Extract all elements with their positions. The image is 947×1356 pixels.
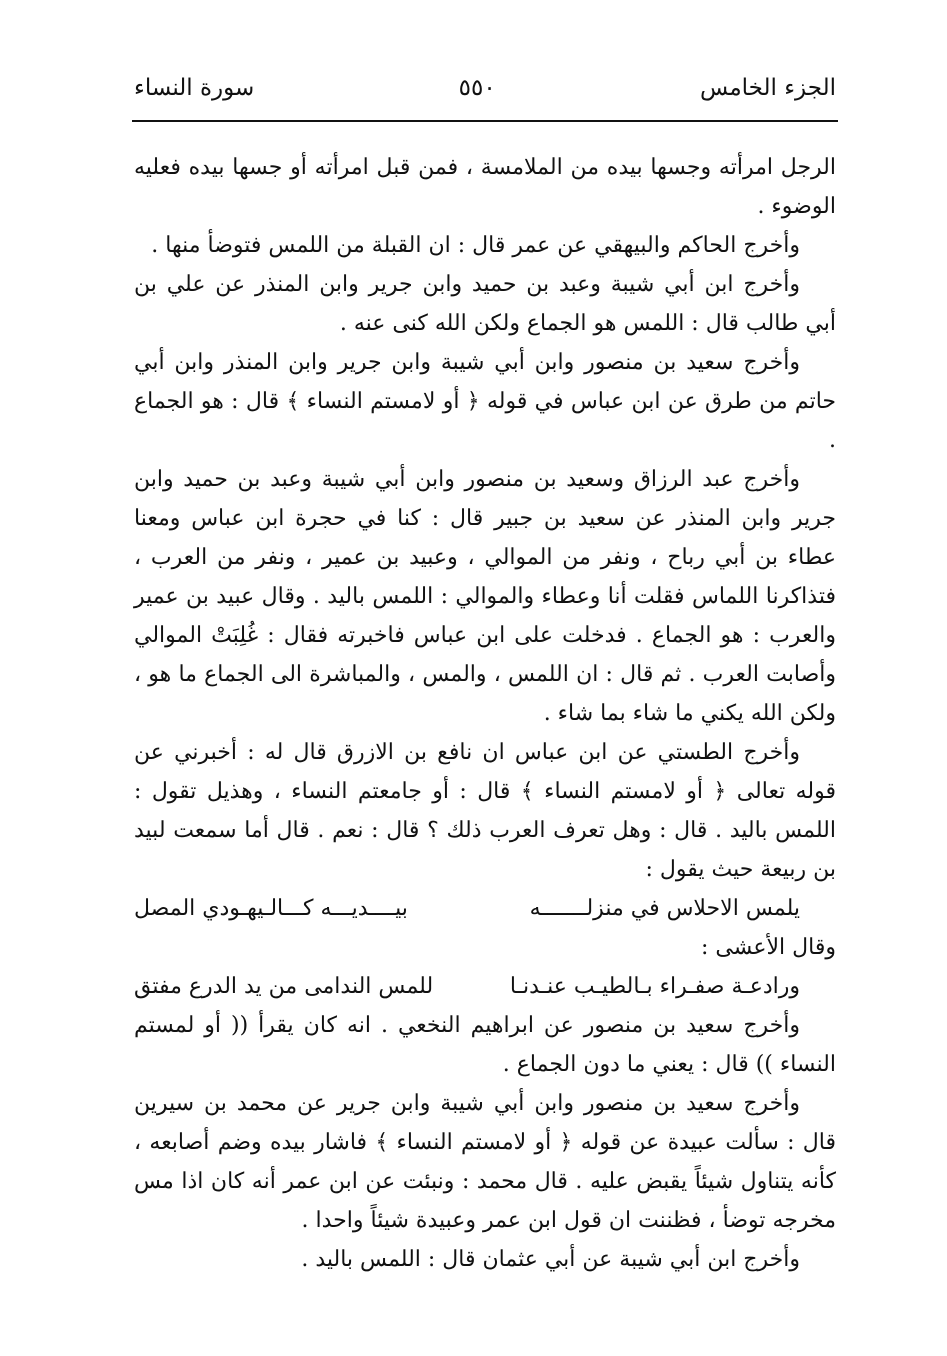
paragraph: وأخرج سعيد بن منصور وابن أبي شيبة وابن جرير وابن المنذر وابن أبي حاتم من طرق عن ابن عباس في قوله ﴿ أو لامستم النساء ﴾ قال : هو الجماع . [134,350,836,453]
poem-verse-labid [134,889,800,928]
paragraph: وأخرج الحاكم والبيهقي عن عمر قال : ان القبلة من اللمس فتوضأ منها . [151,233,800,258]
poet-intro: وقال الأعشى : [701,935,836,960]
surah-title: سورة النساء [134,75,255,101]
paragraph: وأخرج ابن أبي شيبة عن أبي عثمان قال : اللمس باليد . [301,1247,800,1272]
header-rule [132,120,838,122]
paragraph: وأخرج سعيد بن منصور عن ابراهيم النخعي . انه كان يقرأ (( أو لمستم النساء )) قال : يعني ما دون الجماع . [134,1013,836,1077]
verse-first-hemistich: ورادعـة صفـراء بـالطيـب عنـدنـا [509,974,800,999]
paragraph: وأخرج ابن أبي شيبة وعبد بن حميد وابن جرير وابن المنذر عن علي بن أبي طالب قال : اللمس هو الجماع ولكن الله كنى عنه . [134,272,836,336]
verse-first-hemistich: يلمس الاحلاس في منزلـــــــه [529,896,800,921]
verse-second-hemistich: بيــــديـــه كـــالـيهـودي المصل [134,896,408,921]
paragraph: الرجل امرأته وجسها بيده من الملامسة ، فمن قبل امرأته أو جسها بيده فعليه الوضوء . [134,155,836,219]
part-title: الجزء الخامس [700,75,836,101]
running-header [134,68,836,108]
paragraph: وأخرج عبد الرزاق وسعيد بن منصور وابن أبي شيبة وعبد بن حميد وابن جرير وابن المنذر عن سعيد بن جبير قال : كنا في حجرة ابن عباس ومعنا عطاء بن أبي رباح ، ونفر من الموالي ، وعبيد بن عمير ، ونفر من العرب ، فتذاكرنا اللماس فقلت أنا وعطاء والموالي : اللمس باليد . وقال عبيد بن عمير والعرب : هو الجماع . فدخلت على ابن عباس فاخبرته فقال : غُلِبَتْ الموالي وأصابت العرب . ثم قال : ان اللمس ، والمس ، والمباشرة الى الجماع ما هو ، ولكن الله يكني ما شاء بما شاء . [134,467,836,726]
page-body [134,148,836,1279]
paragraph: وأخرج الطستي عن ابن عباس ان نافع بن الازرق قال له : أخبرني عن قوله تعالى ﴿ أو لامستم النساء ﴾ قال : أو جامعتم النساء ، وهذيل تقول : اللمس باليد . قال : وهل تعرف العرب ذلك ؟ قال : نعم . قال أما سمعت لبيد بن ربيعة حيث يقول : [134,740,836,882]
verse-second-hemistich: للمس الندامى من يد الدرع مفتق [134,974,434,999]
page-number: ٥٥٠ [458,75,496,101]
poem-verse-al-asha [134,967,800,1006]
paragraph: وأخرج سعيد بن منصور وابن أبي شيبة وابن جرير عن محمد بن سيرين قال : سألت عبيدة عن قوله ﴿ أو لامستم النساء ﴾ فاشار بيده وضم أصابعه ، كأنه يتناول شيئاً يقبض عليه . قال محمد : ونبئت عن ابن عمر أنه كان اذا مس مخرجه توضأ ، فظننت ان قول ابن عمر وعبيدة شيئاً واحدا . [134,1091,836,1233]
